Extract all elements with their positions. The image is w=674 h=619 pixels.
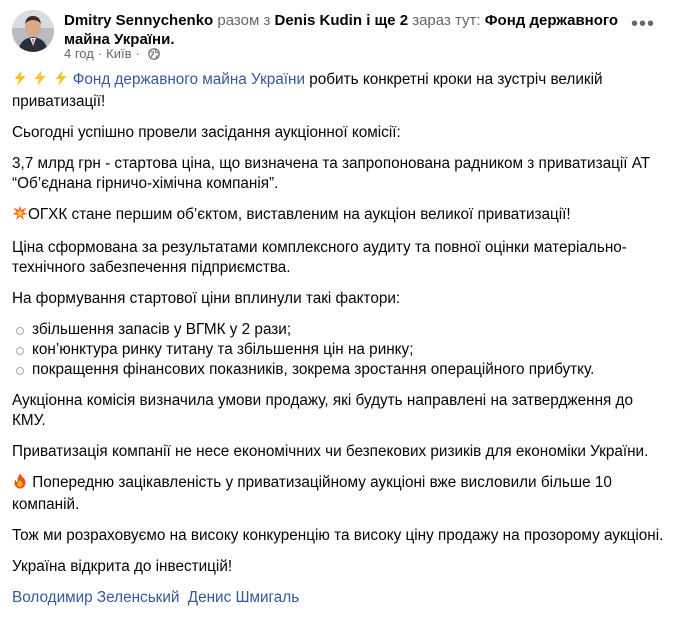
and-more-people[interactable]: і ще 2 xyxy=(366,12,409,29)
location-name[interactable]: Фонд державного майна України xyxy=(64,12,619,48)
tagged-person[interactable]: Denis Kudin xyxy=(274,12,363,29)
paragraph-5: Ціна сформована за результатами комплексного аудиту та повної оцінки матеріально-технічного забезпечення підприємства. xyxy=(12,239,627,276)
bullet-icon xyxy=(16,327,24,335)
fire-icon xyxy=(12,473,28,495)
bullet-icon xyxy=(16,347,24,355)
paragraph-3: 3,7 млрд грн - стартова ціна, що визначена та запропонована радником з приватизації АТ “Об’єднана гірничо-хімічна компанія”. xyxy=(12,155,651,192)
post-meta xyxy=(64,46,160,62)
lightning-icon xyxy=(12,70,28,92)
bullet-icon xyxy=(16,367,24,375)
paragraph-4-text: ОГХК стане першим об’єктом, виставленим на аукціон великої приватизації! xyxy=(28,206,571,223)
paragraph-2: Сьогодні успішно провели засідання аукціонної комісії: xyxy=(12,124,401,141)
globe-icon[interactable] xyxy=(148,48,160,60)
post-header xyxy=(12,10,662,62)
post-body xyxy=(12,70,664,619)
author-name[interactable]: Dmitry Sennychenko xyxy=(64,12,214,29)
factors-list xyxy=(12,320,664,380)
paragraph-11: Україна відкрита до інвестицій! xyxy=(12,558,233,575)
post-city: Київ xyxy=(106,46,132,61)
paragraph-1 xyxy=(12,70,664,112)
lightning-icon xyxy=(53,70,69,92)
paragraph-10: Тож ми розраховуємо на високу конкуренцію та високу ціну продажу на прозорому аукціоні. xyxy=(12,527,664,544)
post-time[interactable]: 4 год xyxy=(64,46,94,61)
avatar-image xyxy=(12,10,54,52)
location-suffix: . xyxy=(170,31,175,48)
paragraph-9 xyxy=(12,473,664,515)
paragraph-4 xyxy=(12,205,664,227)
location-prefix: зараз тут: xyxy=(412,12,481,29)
factor-text: покращення фінансових показників, зокрема зростання операційного прибутку. xyxy=(32,361,595,378)
paragraph-7: Аукціонна комісія визначила умови продажу, які будуть направлені на затвердження до КМУ. xyxy=(12,392,633,429)
paragraph-9-text: Попередню зацікавленість у приватизаційному аукціоні вже висловили більше 10 компаній. xyxy=(12,474,612,513)
list-item xyxy=(12,340,664,360)
meta-separator-2: · xyxy=(135,46,140,61)
tagged-people xyxy=(12,588,664,608)
factor-text: збільшення запасів у ВГМК у 2 рази; xyxy=(32,321,292,338)
meta-separator: · xyxy=(97,46,103,61)
with-prefix: разом з xyxy=(217,12,271,29)
tag-zelensky[interactable]: Володимир Зеленський xyxy=(12,589,180,606)
paragraph-1-text: робить конкретні кроки на зустріч великій приватизації! xyxy=(12,71,603,110)
author-avatar[interactable] xyxy=(12,10,54,52)
tag-shmyhal[interactable]: Денис Шмигаль xyxy=(187,589,300,606)
factor-text: кон’юнктура ринку титану та збільшення цін на ринку; xyxy=(32,341,414,358)
paragraph-8: Приватизація компанії не несе економічних чи безпекових ризиків для економіки України. xyxy=(12,443,649,460)
collision-icon xyxy=(12,205,28,227)
fund-link[interactable]: Фонд державного майна України xyxy=(72,71,306,88)
paragraph-6: На формування стартової ціни вплинули такі фактори: xyxy=(12,290,401,307)
author-line xyxy=(64,11,624,49)
list-item xyxy=(12,320,664,340)
lightning-icon xyxy=(32,70,48,92)
list-item xyxy=(12,360,664,380)
more-options-icon[interactable]: ••• xyxy=(630,13,655,35)
